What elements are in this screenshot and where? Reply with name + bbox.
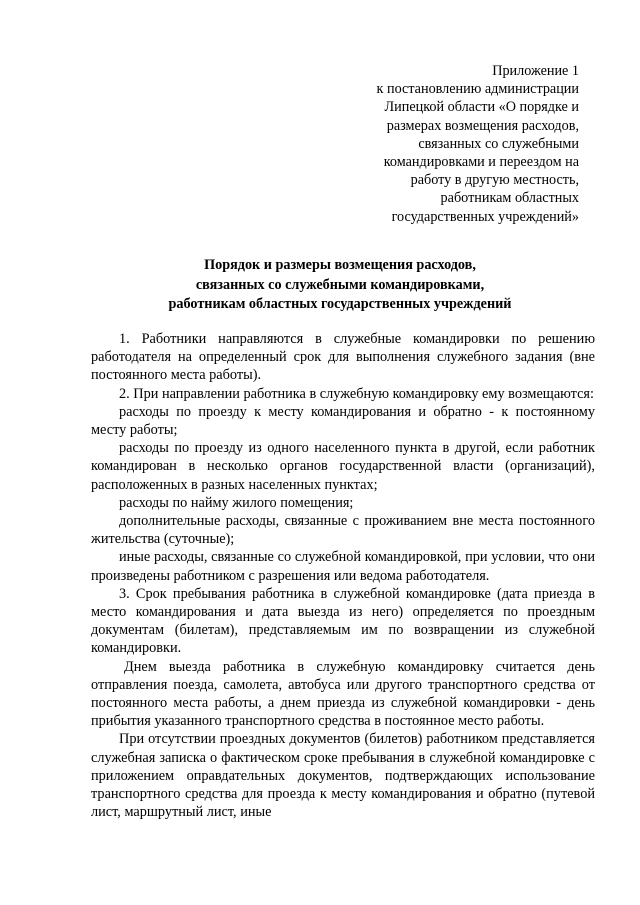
appendix-header <box>319 62 579 226</box>
title-line: связанных со служебными командировками, <box>195 276 485 293</box>
appendix-line: государственных учреждений» <box>391 208 579 225</box>
paragraph-other-expenses: иные расходы, связанные со служебной командировкой, при условии, что они произведены работником с разрешения или ведома работодателя. <box>91 549 595 584</box>
paragraph-departure-day: Днем выезда работника в служебную командировку считается день отправления поезда, самолета, автобуса или другого транспортного средства от постоянного места работы, а днем приезда из служебной командировки - день прибытия указанного транспортного средства в постоянное место работы. <box>91 658 595 730</box>
appendix-line: Приложение 1 <box>492 63 579 79</box>
appendix-line: работникам областных <box>440 190 579 207</box>
appendix-line: к постановлению администрации <box>376 81 579 98</box>
paragraph-intercity-expenses: расходы по проезду из одного населенного пункта в другой, если работник командирован в несколько органов государственной власти (организаций), расположенных в разных населенных пунктах; <box>91 440 595 493</box>
paragraph-daily-allowance: дополнительные расходы, связанные с проживанием вне места постоянного жительства (суточные); <box>91 513 595 548</box>
paragraph-3: 3. Срок пребывания работника в служебной командировке (дата приезда в место командирования и дата выезда из него) определяется по проездным документам (билетам), представляемым им по возвращении из служебной командировки. <box>91 585 595 657</box>
appendix-line: Липецкой области «О порядке и <box>384 99 579 116</box>
title-line: работникам областных государственных учреждений <box>168 296 512 312</box>
paragraph-travel-expenses: расходы по проезду к месту командирования и обратно - к постоянному месту работы; <box>91 403 595 439</box>
appendix-line: командировками и переездом на <box>383 154 579 171</box>
paragraph-1: 1. Работники направляются в служебные командировки по решению работодателя на определенный срок для выполнения служебного задания (вне постоянного места работы). <box>91 331 595 384</box>
paragraph-2: 2. При направлении работника в служебную командировку ему возмещаются: <box>119 385 594 402</box>
appendix-line: работу в другую местность, <box>410 172 579 189</box>
paragraph-housing-expenses: расходы по найму жилого помещения; <box>119 494 354 511</box>
appendix-line: размерах возмещения расходов, <box>386 117 579 134</box>
document-title <box>90 256 590 315</box>
appendix-line: связанных со служебными <box>418 135 579 152</box>
document-body <box>91 330 595 821</box>
title-line: Порядок и размеры возмещения расходов, <box>204 257 476 273</box>
paragraph-missing-documents: При отсутствии проездных документов (билетов) работником представляется служебная записка о фактическом сроке пребывания в служебной командировке с приложением оправдательных документов, подтверждающих использование транспортного средства для проезда к месту командирования и обратно (путевой лист, маршрутный лист, иные <box>91 731 595 821</box>
